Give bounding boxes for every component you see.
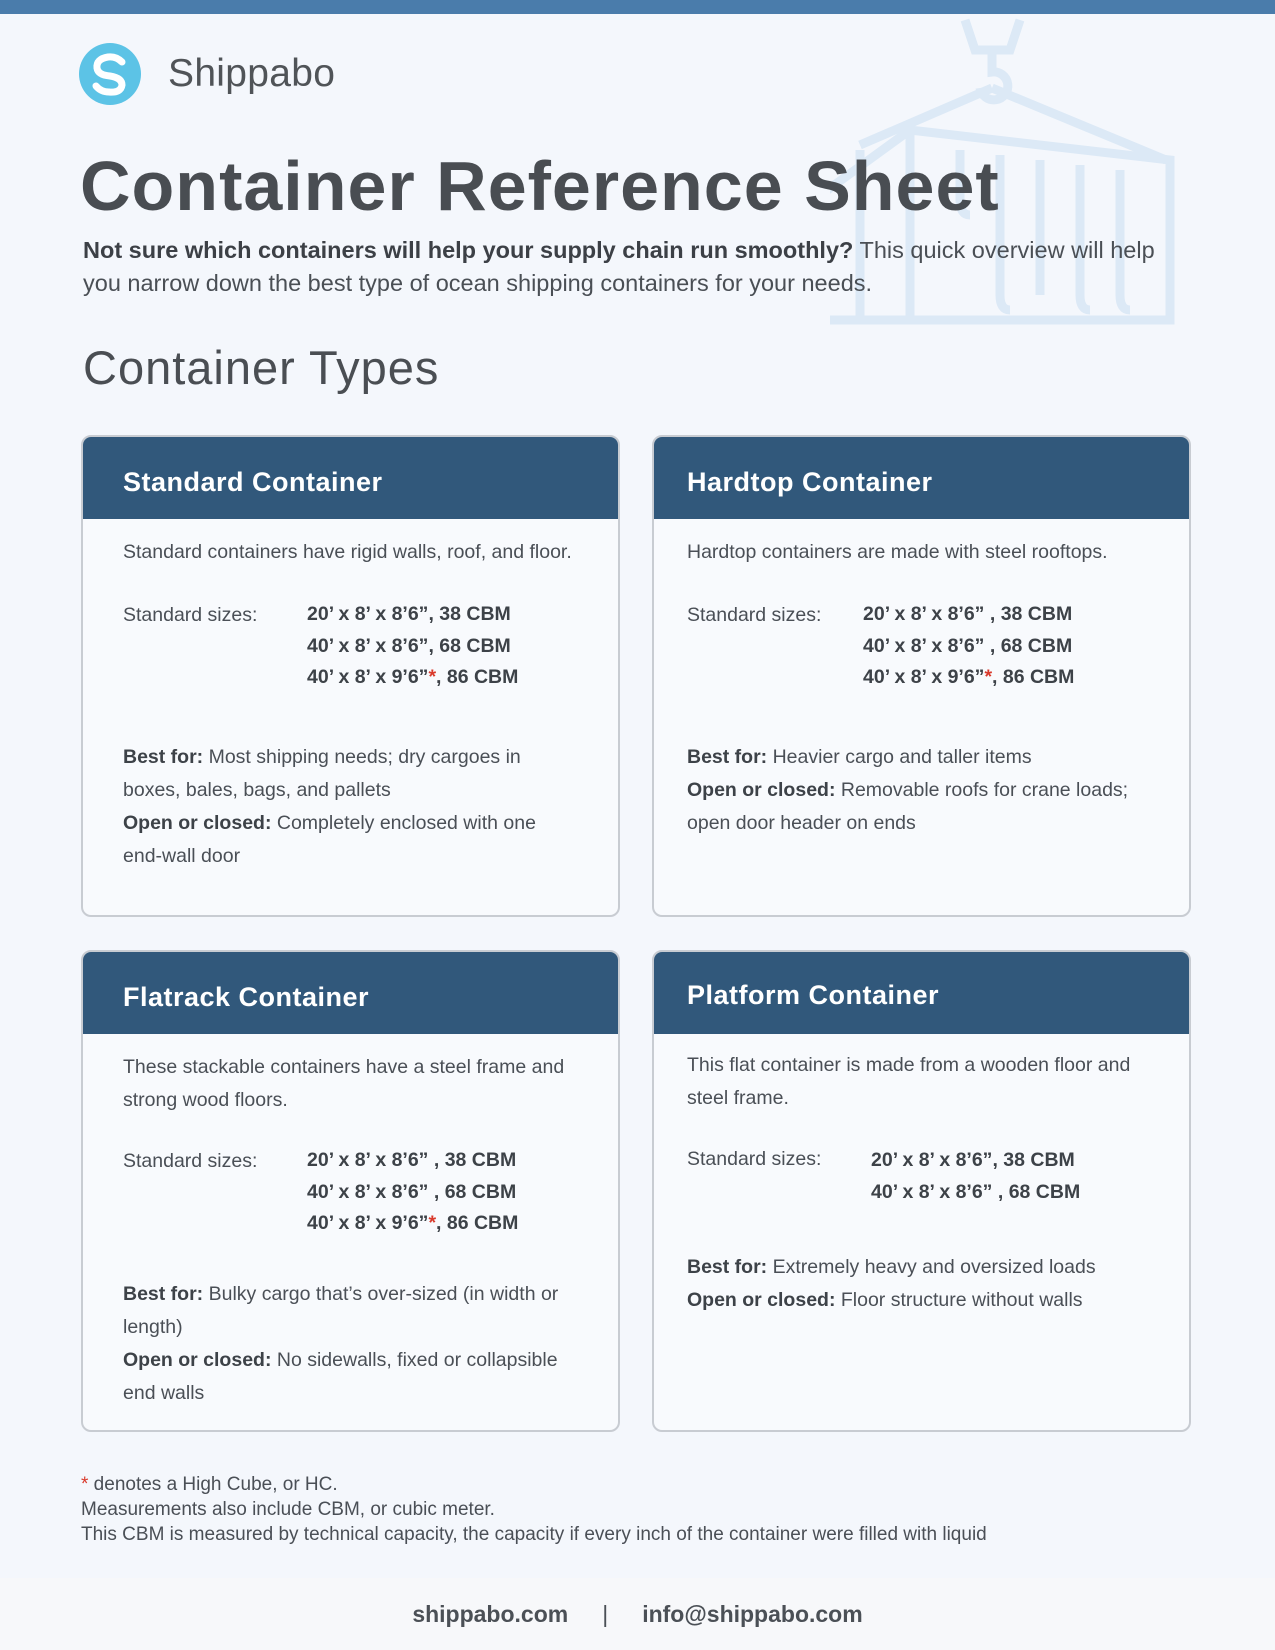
card-hardtop-container xyxy=(652,435,1191,917)
size-row: 20’ x 8’ x 8’6” , 38 CBM xyxy=(863,603,1073,625)
best-for-text: Heavier cargo and taller items xyxy=(767,745,1032,768)
open-closed-text: Removable roofs for crane loads; open door header on ends xyxy=(687,778,1129,834)
size-row: 20’ x 8’ x 8’6” , 38 CBM xyxy=(307,1149,517,1171)
best-for-label: Best for: xyxy=(123,745,204,768)
footnote-high-cube: * denotes a High Cube, or HC. xyxy=(81,1474,338,1495)
best-for-text: Extremely heavy and oversized loads xyxy=(767,1256,1096,1278)
card-platform-container xyxy=(652,950,1191,1432)
size-row: 20’ x 8’ x 8’6”, 38 CBM xyxy=(871,1149,1075,1171)
intro-paragraph xyxy=(83,234,1193,300)
card-standard-container xyxy=(81,435,620,917)
sizes-label: Standard sizes: xyxy=(123,604,258,626)
sizes-list xyxy=(863,599,1074,694)
footer-website-link[interactable]: shippabo.com xyxy=(412,1600,569,1627)
footer xyxy=(0,1578,1275,1650)
card-details xyxy=(123,741,580,873)
card-details xyxy=(687,1251,1151,1317)
best-for-text: Most shipping needs; dry cargoes in boxes, bales, bags, and pallets xyxy=(123,745,521,801)
card-flatrack-container xyxy=(81,950,620,1432)
footnote-cbm: Measurements also include CBM, or cubic meter. xyxy=(81,1499,495,1520)
best-for-label: Best for: xyxy=(687,1256,768,1278)
size-row: 40’ x 8’ x 8’6” , 68 CBM xyxy=(863,634,1073,657)
shippabo-logo-icon xyxy=(78,42,142,106)
high-cube-star: * xyxy=(984,666,993,688)
footer-separator: | xyxy=(602,1600,609,1627)
intro-lead: Not sure which containers will help your supply chain run smoothly? xyxy=(83,237,854,263)
best-for-label: Best for: xyxy=(687,745,768,768)
card-description: These stackable containers have a steel frame and strong wood floors. xyxy=(123,1056,565,1111)
sizes-label: Standard sizes: xyxy=(123,1150,258,1172)
card-description: Hardtop containers are made with steel rooftops. xyxy=(687,541,1108,563)
card-title: Standard Container xyxy=(83,437,618,519)
best-for-text: Bulky cargo that’s over-sized (in width or length) xyxy=(123,1282,559,1338)
open-closed-label: Open or closed: xyxy=(123,811,272,834)
size-row: 40’ x 8’ x 8’6” , 68 CBM xyxy=(307,1180,517,1203)
sizes-label: Standard sizes: xyxy=(687,604,822,626)
intro-text: This quick overview will help you narrow down the best type of ocean shipping containers for your needs. xyxy=(83,237,1155,296)
brand-name: Shippabo xyxy=(168,52,336,95)
sizes-label: Standard sizes: xyxy=(687,1148,822,1170)
high-cube-star: * xyxy=(428,1212,437,1234)
size-row: 40’ x 8’ x 8’6” , 68 CBM xyxy=(871,1180,1081,1203)
open-closed-text: No sidewalls, fixed or collapsible end walls xyxy=(123,1348,558,1404)
size-row: 20’ x 8’ x 8’6”, 38 CBM xyxy=(307,603,511,625)
size-row: 40’ x 8’ x 8’6”, 68 CBM xyxy=(307,634,511,657)
footer-email-link[interactable]: info@shippabo.com xyxy=(642,1600,863,1627)
size-row: 40’ x 8’ x 9’6”*, 86 CBM xyxy=(863,666,1075,688)
section-title: Container Types xyxy=(83,341,440,394)
footnote-capacity: This CBM is measured by technical capacity, the capacity if every inch of the container were filled with liquid xyxy=(81,1524,987,1545)
high-cube-star: * xyxy=(428,666,437,688)
sizes-list xyxy=(307,1145,518,1240)
card-description: Standard containers have rigid walls, roof, and floor. xyxy=(123,541,572,563)
open-closed-text: Floor structure without walls xyxy=(835,1289,1083,1311)
size-row: 40’ x 8’ x 9’6”*, 86 CBM xyxy=(307,1212,519,1234)
card-details xyxy=(123,1278,580,1410)
best-for-label: Best for: xyxy=(123,1282,204,1305)
page-title: Container Reference Sheet xyxy=(80,147,1000,225)
sizes-list xyxy=(871,1143,1080,1208)
sizes-list xyxy=(307,599,518,694)
card-title: Flatrack Container xyxy=(83,952,618,1034)
card-details xyxy=(687,741,1151,840)
size-row: 40’ x 8’ x 9’6”*, 86 CBM xyxy=(307,666,519,688)
open-closed-label: Open or closed: xyxy=(123,1348,272,1371)
brand-logo[interactable] xyxy=(78,42,335,106)
open-closed-label: Open or closed: xyxy=(687,778,836,801)
open-closed-label: Open or closed: xyxy=(687,1289,836,1311)
footnotes xyxy=(81,1472,987,1547)
open-closed-text: Completely enclosed with one end-wall door xyxy=(123,811,536,867)
card-title: Hardtop Container xyxy=(654,437,1189,519)
card-title: Platform Container xyxy=(654,952,1189,1034)
card-description: This flat container is made from a wooden floor and steel frame. xyxy=(687,1054,1131,1109)
